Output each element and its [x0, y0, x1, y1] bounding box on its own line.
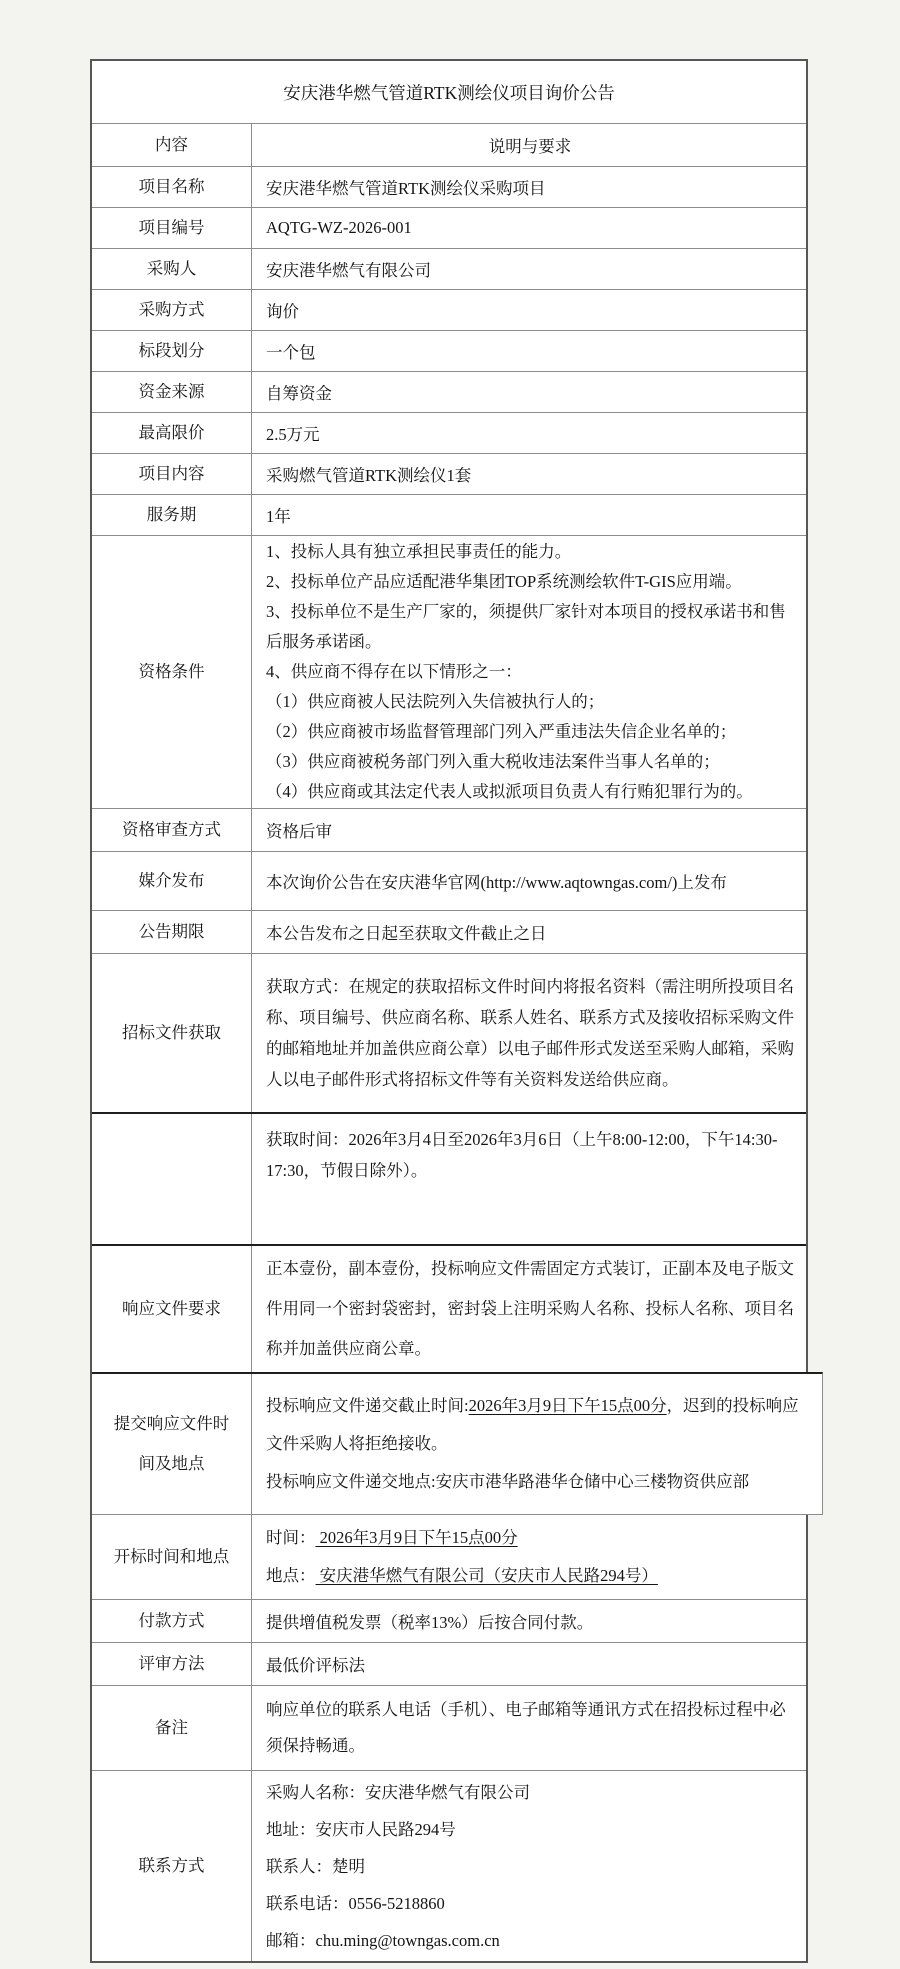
- qualification-line: 1、投标人具有独立承担民事责任的能力。: [266, 542, 572, 561]
- row-purchaser: [92, 248, 806, 289]
- row-value: 正本壹份，副本壹份，投标响应文件需固定方式装订，正副本及电子版文件用同一个密封袋密封，密封袋上注明采购人名称、投标人名称、项目名称并加盖供应商公章。: [266, 1259, 794, 1358]
- qualification-line: （4）供应商或其法定代表人或拟派项目负责人有行贿犯罪行为的。: [266, 782, 753, 801]
- row-value: 一个包: [266, 343, 316, 362]
- row-value: 获取时间：2026年3月4日至2026年3月6日（上午8:00-12:00，下午14:30-17:30，节假日除外）。: [266, 1130, 778, 1180]
- row-label: 项目内容: [92, 454, 252, 494]
- row-label: 服务期: [92, 495, 252, 535]
- row-value: 提供增值税发票（税率13%）后按合同付款。: [266, 1613, 594, 1632]
- row-value: 获取方式：在规定的获取招标文件时间内将报名资料（需注明所投项目名称、项目编号、供应商名称、联系人姓名、联系方式及接收招标采购文件的邮箱地址并加盖供应商公章）以电子邮件形式发送至采购人邮箱，采购人以电子邮件形式将招标文件等有关资料发送给供应商。: [266, 977, 794, 1089]
- row-media-publication: [92, 851, 806, 910]
- row-value: 自筹资金: [266, 384, 332, 403]
- row-procurement-method: [92, 289, 806, 330]
- row-evaluation-method: [92, 1642, 806, 1685]
- row-label: 采购人: [92, 249, 252, 289]
- submission-deadline-underlined: 2026年3月9日下午15点00分: [468, 1396, 667, 1415]
- row-label: 评审方法: [92, 1643, 252, 1685]
- row-contact-info: [92, 1770, 806, 1961]
- opening-place-underlined: 安庆港华燃气有限公司（安庆市人民路294号）: [315, 1566, 658, 1585]
- row-label: 媒介发布: [92, 852, 252, 910]
- contact-line: 地址：安庆市人民路294号: [266, 1819, 456, 1839]
- row-label: 资格条件: [92, 536, 252, 808]
- opening-time-underlined: 2026年3月9日下午15点00分: [315, 1528, 518, 1547]
- row-value: 1年: [266, 507, 291, 526]
- row-label: 项目名称: [92, 167, 252, 207]
- row-value: [252, 1515, 806, 1599]
- row-qualification-conditions: [92, 535, 806, 808]
- row-bid-document-obtain: [92, 953, 806, 1112]
- row-label: 最高限价: [92, 413, 252, 453]
- row-service-period: [92, 494, 806, 535]
- row-value: 安庆港华燃气管道RTK测绘仪采购项目: [266, 179, 546, 198]
- row-funding-source: [92, 371, 806, 412]
- row-announcement-period: [92, 910, 806, 953]
- row-value: 响应单位的联系人电话（手机）、电子邮箱等通讯方式在招投标过程中必须保持畅通。: [266, 1700, 786, 1755]
- contact-line: 采购人名称：安庆港华燃气有限公司: [266, 1782, 530, 1802]
- row-obtain-time: [92, 1112, 806, 1244]
- qualification-line: （2）供应商被市场监督管理部门列入严重违法失信企业名单的；: [266, 722, 737, 741]
- submission-place: 投标响应文件递交地点:安庆市港华路港华仓储中心三楼物资供应部: [266, 1472, 750, 1491]
- row-label: 开标时间和地点: [92, 1515, 252, 1599]
- qualification-line: （1）供应商被人民法院列入失信被执行人的；: [266, 692, 605, 711]
- column-header-description: 说明与要求: [488, 137, 572, 156]
- row-remarks: [92, 1685, 806, 1770]
- row-qualification-review: [92, 808, 806, 851]
- opening-time: 时间： 2026年3月9日下午15点00分: [266, 1528, 518, 1547]
- row-label: 提交响应文件时 间及地点: [92, 1374, 252, 1514]
- contact-line: 联系电话：0556-5218860: [266, 1893, 445, 1913]
- row-label: 标段划分: [92, 331, 252, 371]
- row-value: 询价: [266, 302, 299, 321]
- row-label-empty: [92, 1114, 252, 1244]
- row-value: 资格后审: [266, 822, 332, 841]
- row-lot-division: [92, 330, 806, 371]
- row-opening-time-place: [92, 1515, 806, 1599]
- row-column-headers: [92, 123, 806, 166]
- row-value: 最低价评标法: [266, 1656, 365, 1675]
- row-value: 安庆港华燃气有限公司: [266, 261, 431, 280]
- row-value: [252, 536, 806, 808]
- row-label: 付款方式: [92, 1600, 252, 1642]
- row-payment-method: [92, 1599, 806, 1642]
- row-project-name: [92, 166, 806, 207]
- row-project-number: [92, 207, 806, 248]
- row-label: 资格审查方式: [92, 809, 252, 851]
- row-label: 公告期限: [92, 911, 252, 953]
- row-submission-time-place: [92, 1372, 823, 1515]
- submission-deadline: 投标响应文件递交截止时间:2026年3月9日下午15点00分，迟到的投标响应文件采购人将拒绝接收。: [266, 1396, 799, 1453]
- contact-line: 邮箱：chu.ming@towngas.com.cn: [266, 1930, 500, 1950]
- inquiry-announcement-table: [90, 59, 808, 1963]
- row-value: [252, 1771, 806, 1961]
- row-project-content: [92, 453, 806, 494]
- row-label: 备注: [92, 1686, 252, 1770]
- row-response-doc-requirements: [92, 1244, 806, 1372]
- row-value: [252, 1374, 822, 1514]
- column-header-content: 内容: [92, 124, 252, 166]
- row-label: 项目编号: [92, 208, 252, 248]
- row-title: [92, 61, 806, 123]
- row-label: 资金来源: [92, 372, 252, 412]
- row-label: 联系方式: [92, 1771, 252, 1961]
- qualification-line: 3、投标单位不是生产厂家的，须提供厂家针对本项目的授权承诺书和售后服务承诺函。: [266, 602, 786, 651]
- row-label: 招标文件获取: [92, 954, 252, 1112]
- row-value: 本次询价公告在安庆港华官网(http://www.aqtowngas.com/)上发布: [266, 873, 727, 892]
- row-value: 2.5万元: [266, 425, 320, 444]
- contact-line: 联系人：楚明: [266, 1856, 365, 1876]
- document-title: 安庆港华燃气管道RTK测绘仪项目询价公告: [283, 82, 615, 103]
- qualification-line: （3）供应商被税务部门列入重大税收违法案件当事人名单的；: [266, 752, 720, 771]
- row-label: 响应文件要求: [92, 1246, 252, 1372]
- row-value: 采购燃气管道RTK测绘仪1套: [266, 466, 472, 485]
- opening-place: 地点： 安庆港华燃气有限公司（安庆市人民路294号）: [266, 1566, 658, 1585]
- row-value: AQTG-WZ-2026-001: [266, 218, 412, 237]
- row-label: 采购方式: [92, 290, 252, 330]
- row-price-cap: [92, 412, 806, 453]
- row-value: 本公告发布之日起至获取文件截止之日: [266, 924, 547, 943]
- qualification-line: 2、投标单位产品应适配港华集团TOP系统测绘软件T-GIS应用端。: [266, 572, 742, 591]
- qualification-line: 4、供应商不得存在以下情形之一：: [266, 662, 522, 681]
